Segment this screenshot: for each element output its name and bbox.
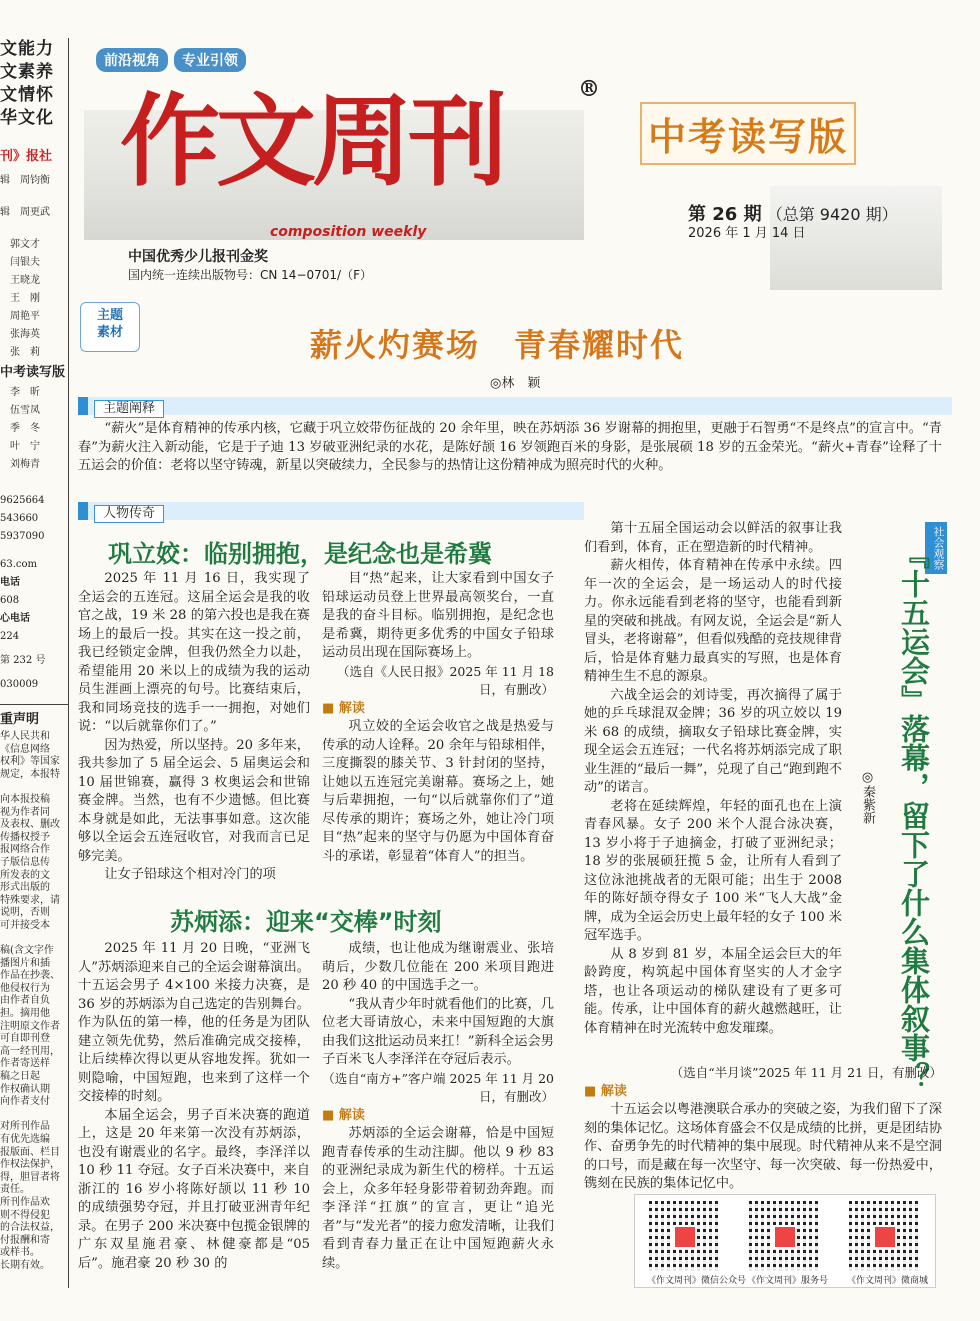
tag: 前沿视角: [96, 48, 168, 72]
sidebar-notice-line: 权利》等国家: [0, 756, 60, 768]
sidebar-notice-line: 播图片和插: [0, 957, 50, 969]
su-jd: 苏炳添的全运会谢幕，恰是中国短跑青春传承的生动注脚。他以 9 秒 83 的亚洲纪录成为新生代的榜样。十五运会上，众多年轻身影带着韧劲奔跑。而李泽洋“扛旗”的宣言，更让“追光者”与“发光者”的接力愈发清晰，让我们看到青春力量正在让中国短跑薪火永续。: [322, 1126, 554, 1271]
sidebar-notice-line: 有优先选编: [0, 1134, 50, 1145]
sidebar-notice-line: 或样书。: [0, 1247, 40, 1259]
sidebar-phone: 543660: [0, 513, 39, 524]
sidebar-notice-line: 说明，否则: [0, 907, 50, 919]
sidebar-notice-line: 长期有效。: [0, 1259, 50, 1271]
gong-source: （选自《人民日报》2025 年 11 月 18 日，有删改）: [336, 663, 554, 697]
sidebar-notice-line: 华人民共和: [0, 731, 50, 742]
qr-code-icon: [747, 1199, 821, 1273]
sidebar-notice-line: 付报酬和寄: [0, 1234, 50, 1246]
sidebar-notice-line: [0, 933, 68, 946]
su-col2: [322, 940, 554, 1273]
sidebar-notice-line: 视为作者同: [0, 806, 50, 818]
sidebar-name: 郭文才: [10, 239, 40, 250]
su-col1: [78, 940, 310, 1273]
sidebar-org: 刊》报社: [0, 149, 53, 164]
sidebar-name: 张 莉: [10, 347, 40, 358]
sidebar-notice-line: 由作者自负: [0, 995, 50, 1007]
su-jd-label: ■ 解读: [322, 1107, 365, 1123]
sidebar-notice-line: 向本报投稿: [0, 793, 50, 805]
sidebar-notice-line: 规定，本报特: [0, 768, 60, 780]
sidebar-notice-line: 向作者支付: [0, 1096, 50, 1108]
sidebar-phone: 5937090: [0, 531, 45, 542]
issue-number: 第 26 期 （总第 9420 期）: [688, 204, 898, 225]
registered-mark: ®: [578, 76, 600, 102]
sidebar-notice-line: 担。摘用他: [0, 1008, 50, 1020]
su-source: （选自“南方+”客户端 2025 年 11 月 20 日，有删改）: [322, 1070, 554, 1104]
sidebar-name: 季 冬: [10, 423, 40, 434]
gong-jd: 巩立姣的全运会收官之战是热爱与传承的动人诠释。20 余年与铅球相伴，三度撕裂的膝关节、3 针封闭的坚持，让她以五连冠完美谢幕。赛场之上，她与后辈拥抱，一句“以后就靠你们了”道尽传承的期许；赛场之外，她让冷门项目“热”起来的坚守与仍愿为中国体育奋斗的承诺，彰显着“体育人”的担当。: [322, 719, 554, 864]
sidebar-notice-line: 《信息网络: [0, 743, 50, 755]
qr-wechat[interactable]: 《作文周刊》微信公众号: [647, 1199, 746, 1286]
sidebar-tel-label: 电话: [0, 577, 20, 588]
masthead-cn: 国内统一连续出版物号：CN 14−0701/（F）: [128, 268, 372, 282]
sidebar-notice-line: 所发表的文: [0, 869, 50, 881]
sidebar-names: [0, 384, 68, 474]
sidebar-notice-line: 高一经刊用，: [0, 1045, 60, 1057]
gong-jd-label: ■ 解读: [322, 700, 365, 716]
paragraph: 六战全运会的刘诗雯，再次摘得了属于她的乒乓球混双金牌；36 岁的巩立姣以 19 米 68 的成绩，摘取女子铅球比赛金牌，实现全运会五连冠；一代名将苏炳添完成了职业生涯的“最后一舞”，兑现了自己“跑到跑不动”的诺言。: [584, 687, 842, 795]
paragraph: 成绩，也让他成为继谢震业、张培萌后，少数几位能在 200 米项目跑进 20 秒 40 的中国选手之一。: [322, 941, 554, 993]
paragraph: 2025 年 11 月 16 日，我实现了全运会的五连冠。这届全运会是我的收官之战，19 米 28 的第六投也是我在赛场上的最后一投。其实在这一投之前，我已经锁定金牌，但我仍然全力以赴，希望能用 20 米以上的成绩为我的运动员生涯画上漂亮的句号。比赛结束后，我和同场竞技的选手一一拥抱，对她们说：“以后就靠你们了。”: [78, 571, 310, 734]
sidebar-notice-line: 作品在抄袭、: [0, 970, 60, 982]
social-author: ◎秦紫新: [860, 770, 875, 824]
sidebar-notice-line: 可并接受本: [0, 919, 50, 931]
sidebar-editor: 辑 周更武: [0, 207, 50, 218]
masthead-logo: 作文周刊: [120, 82, 504, 200]
article-title-gong: 巩立姣：临别拥抱，是纪念也是希冀: [108, 540, 492, 568]
sidebar-notice-line: 可自即刊登: [0, 1033, 50, 1045]
paragraph: 2025 年 11 月 20 日晚，“亚洲飞人”苏炳添迎来自己的全运会谢幕演出。十五运会男子 4×100 米接力决赛，是 36 岁的苏炳添为自己选定的告别舞台。作为队伍的第一棒，他的任务是为团队建立领先优势，然后准确完成交接棒，让后续棒次得以更从容地发挥。犹如一则隐喻，中国短跑，也来到了这样一个交接棒的时刻。: [78, 941, 310, 1104]
sidebar-name: 伍雪凤: [10, 405, 40, 416]
article-title-su: 苏炳添：迎来“交棒”时刻: [170, 908, 442, 936]
section-header-story: 人物传奇: [78, 502, 584, 520]
social-source: （选自“半月谈”2025 年 11 月 21 日，有删改）: [670, 1065, 942, 1080]
sidebar-post: 030009: [0, 679, 39, 690]
social-jd: 十五运会以粤港澳联合承办的突破之姿，为我们留下了深刻的集体记忆。这场体育盛会不仅是成绩的比拼，更是团结协作、奋勇争先的时代精神的集中展现。时代精神从来不是空洞的口号，而是藏在每一次坚守、每一次突破、每一份热爱中，镌刻在民族的集体记忆中。: [584, 1102, 942, 1191]
sidebar-notice-line: 报版面、栏目: [0, 1146, 60, 1158]
sidebar-tel: 608: [0, 595, 20, 606]
theme-text: “薪火”是体育精神的传承内核，它藏于巩立姣带伤征战的 20 余年里，映在苏炳添 36 岁谢幕的拥抱里，更融于石智勇“不是终点”的宣言中。“青春”为薪火注入新动能，它是于子迪 13 岁破亚洲纪录的水花，是陈好颉 16 岁领跑百米的身影，是张展硕 18 岁的五金荣光。“薪火+青春”诠释了十五运会的价值：老将以坚守铸魂，新星以突破续力，全民参与的热情让这份精神成为照亮时代的火种。: [78, 421, 942, 473]
paragraph: “我从青少年时就看他们的比赛，几位老大哥请放心，未来中国短跑的大旗由我们这批运动员来扛！”新科全运会男子百米飞人李泽洋在夺冠后表示。: [322, 996, 554, 1067]
sidebar-notice-line: 作者寄送样: [0, 1058, 50, 1070]
qr-service[interactable]: 《作文周刊》服务号: [747, 1199, 828, 1286]
sidebar-notice-line: 作权法保护，: [0, 1159, 60, 1171]
sidebar-notice-line: 注明原文作者: [0, 1020, 60, 1032]
sidebar-name: 刘梅青: [10, 459, 40, 470]
sidebar-notice-line: 形式出版的: [0, 882, 50, 894]
qr-code-icon: [847, 1199, 921, 1273]
sidebar-notice: [0, 731, 68, 1273]
gong-col2: [322, 570, 554, 866]
sidebar-notice-line: 子版信息传: [0, 856, 50, 868]
sidebar-slogan: 文能力 文素养 文情怀 华文化: [0, 39, 54, 128]
sidebar-site: 63.com: [0, 559, 38, 570]
left-sidebar: [0, 38, 69, 1288]
topic-title: 薪火灼赛场 青春耀时代: [310, 326, 685, 364]
social-text: [584, 520, 842, 1038]
sidebar-name: 周艳平: [10, 311, 40, 322]
sidebar-notice-line: 传播权授予: [0, 831, 50, 843]
social-tail: [584, 1064, 942, 1194]
sidebar-phone: 9625664: [0, 495, 45, 506]
sidebar-notice-line: 则不得侵犯: [0, 1209, 50, 1221]
sidebar-notice-title: 重声明: [0, 704, 68, 731]
sidebar-names: [0, 236, 68, 362]
sidebar-no: 第 232 号: [0, 655, 46, 666]
paragraph: 因为热爱，所以坚持。20 多年来，我共参加了 5 届全运会、5 届奥运会和 10 届世锦赛，赢得 3 枚奥运会和世锦赛金牌。当然，也有不少遗憾。但比赛本身就是如此，无法事事如意。这次能够以全运会五连冠收官，对我而言已足够完美。: [78, 737, 310, 864]
paragraph: 第十五届全国运动会以鲜活的叙事让我们看到，体育，正在塑造新的时代精神。: [584, 521, 842, 555]
issue-date: 2026 年 1 月 14 日: [688, 226, 806, 241]
edition-title: 中考读写版: [640, 102, 856, 165]
sidebar-notice-line: 稿之日起: [0, 1071, 40, 1083]
topic-badge: 主题 素材: [80, 302, 140, 352]
qr-shop[interactable]: 《作文周刊》微商城: [847, 1199, 928, 1286]
sidebar-notice-line: 及表权、删改: [0, 819, 60, 831]
social-title: 『十五运会』落幕，留下了什么集体叙事？: [897, 540, 931, 1091]
sidebar-center: 224: [0, 631, 20, 642]
sidebar-name: 李 昕: [10, 387, 40, 398]
sidebar-phones: [0, 492, 68, 546]
sidebar-notice-line: 作权确认期: [0, 1083, 50, 1095]
sidebar-name: 张海英: [10, 329, 40, 340]
paragraph: 目“热”起来，让大家看到中国女子铅球运动员登上世界最高领奖台，一直是我的奋斗目标。临别拥抱，是纪念也是希冀，期待更多优秀的中国女子铅球运动员出现在国际赛场上。: [322, 571, 554, 660]
sidebar-center-label: 心电话: [0, 613, 30, 624]
sidebar-name: 王晓龙: [10, 275, 40, 286]
sidebar-name: 闫银夫: [10, 257, 40, 268]
gong-col1: [78, 570, 310, 885]
sidebar-notice-line: 稿(含文字作: [0, 945, 54, 957]
sidebar-notice-line: 得，胆冒者将: [0, 1171, 60, 1183]
sidebar-notice-line: [0, 781, 68, 794]
sidebar-notice-line: 他侵权行为: [0, 982, 50, 994]
sidebar-notice-line: [0, 1109, 68, 1122]
social-label: 社会观察: [925, 522, 947, 574]
sidebar-notice-line: 所刊作品欢: [0, 1196, 50, 1208]
social-jd-label: ■ 解读: [584, 1083, 627, 1099]
sidebar-notice-line: 特殊要求，请: [0, 894, 60, 906]
sidebar-notice-line: 的合法权益，: [0, 1222, 60, 1234]
paragraph: 薪火相传，体育精神在传承中永续。四年一次的全运会，是一场运动人的时代接力。你永远能看到老将的坚守，也能看到新星的突破和挑战。有网友说，全运会是“新人冒头，老将谢幕”，但看似残酷的竞技规律背后，恰是体育魅力最真实的写照，也是体育精神生生不息的源泉。: [584, 558, 842, 684]
masthead-award: 中国优秀少儿报刊金奖: [128, 249, 268, 265]
paragraph: 本届全运会，男子百米决赛的跑道上，这是 20 年来第一次没有苏炳添，也没有谢震业的名字。最终，李泽洋以 10 秒 11 夺冠。女子百米决赛中，来自浙江的 16 岁小将陈好颉以 11 秒 10 的成绩强势夺冠，并且打破亚洲青年纪录。在男子 200 米决赛中包揽金银牌的广东双星施君豪、林健豪都是“05 后”。施君豪 20 秒 30 的: [78, 1107, 310, 1271]
sidebar-editor: 辑 周钧衡: [0, 175, 50, 186]
paragraph: 让女子铅球这个相对冷门的项: [104, 867, 276, 882]
sidebar-name: 叶 宁: [10, 441, 40, 452]
sidebar-notice-line: 报网络合作: [0, 844, 50, 856]
paragraph: 从 8 岁到 81 岁，本届全运会巨大的年龄跨度，构筑起中国体育坚实的人才金字塔，也让各项运动的梯队建设有了更多可能。传承，让中国体育的薪火越燃越旺，让体育精神在时光流转中愈发璀璨。: [584, 946, 842, 1036]
qr-code-icon: [647, 1199, 721, 1273]
section-header-theme: 主题阐释: [78, 397, 952, 415]
tag: 专业引领: [174, 48, 246, 72]
sidebar-notice-line: 对所刊作品: [0, 1121, 50, 1133]
sidebar-notice-line: 责任。: [0, 1184, 30, 1196]
masthead-english: composition weekly: [270, 224, 427, 240]
sidebar-name: 王 刚: [10, 293, 40, 304]
sidebar-edition: 中考读写版: [0, 365, 66, 380]
masthead-tags: [96, 48, 252, 72]
qr-panel: [634, 1194, 936, 1288]
topic-author: ◎林 颖: [490, 376, 541, 391]
paragraph: 老将在延续辉煌，年轻的面孔也在上演青春风暴。女子 200 米个人混合泳决赛，13 岁小将于子迪摘金，打破了亚洲纪录；18 岁的张展硕狂揽 5 金，让所有人看到了这位泳池挑战者的无限可能；出生于 2008 年的陈好颉夺得女子 100 米“飞人大战”金牌，成为全运会历史上最年轻的女子 100 米冠军选手。: [584, 798, 842, 943]
